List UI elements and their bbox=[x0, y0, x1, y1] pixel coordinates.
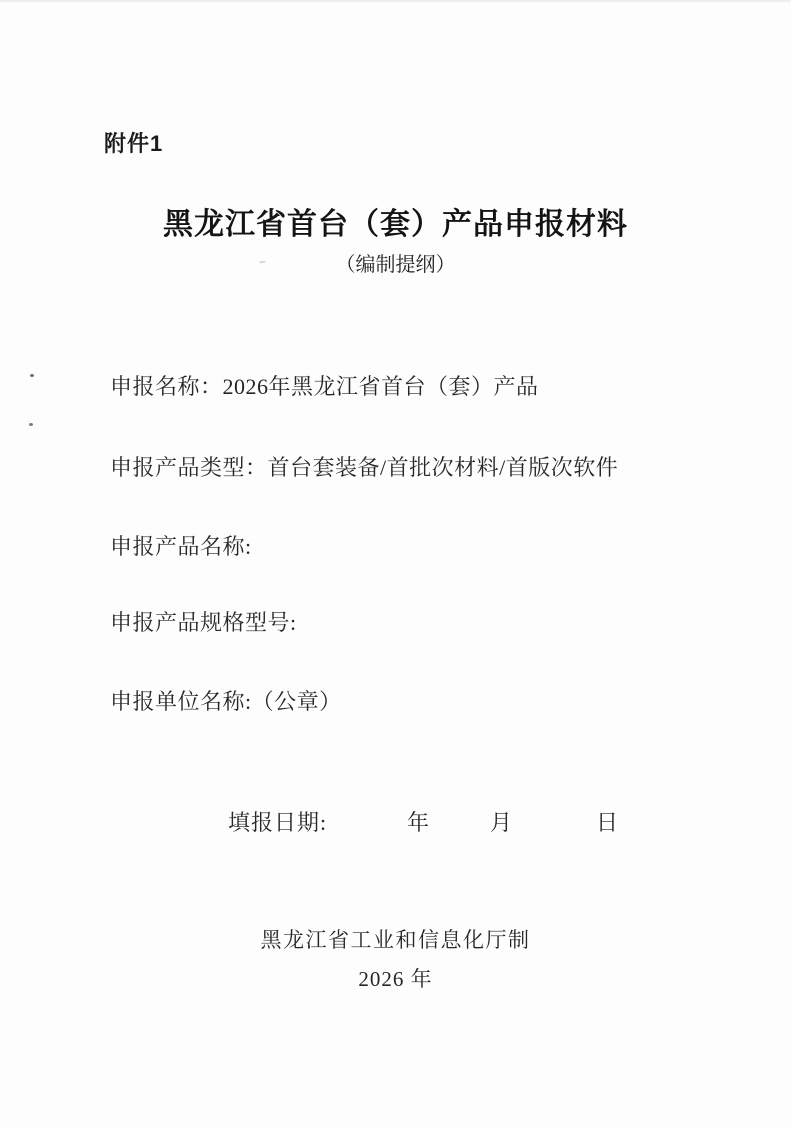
issue-year-line: 2026 年 bbox=[358, 967, 433, 991]
field-product-type bbox=[110, 451, 618, 482]
fill-date-day-unit: 日 bbox=[596, 810, 620, 835]
fill-date-label: 填报日期: bbox=[228, 810, 328, 835]
document-subtitle: （编制提纲） bbox=[335, 254, 456, 276]
field-applicant-unit-name bbox=[110, 685, 342, 716]
field-product-spec-model-label: 申报产品规格型号: bbox=[110, 610, 297, 635]
scan-speck bbox=[30, 374, 34, 377]
attachment-number-label: 附件1 bbox=[104, 131, 164, 156]
document-title: 黑龙江省首台（套）产品申报材料 bbox=[163, 208, 628, 241]
field-application-name bbox=[110, 370, 539, 401]
fill-date-month-unit: 月 bbox=[490, 810, 514, 835]
field-applicant-unit-name-label: 申报单位名称: bbox=[110, 689, 252, 714]
fill-date-year-unit: 年 bbox=[407, 810, 431, 835]
field-product-name bbox=[110, 530, 252, 561]
field-product-type-label: 申报产品类型： bbox=[110, 455, 268, 480]
scan-speck bbox=[29, 423, 33, 426]
field-product-type-value: 首台套装备/首批次材料/首版次软件 bbox=[267, 455, 619, 480]
field-product-name-label: 申报产品名称: bbox=[110, 534, 252, 559]
field-product-spec-model bbox=[110, 606, 297, 637]
issuing-authority-line: 黑龙江省工业和信息化厅制 bbox=[260, 928, 531, 952]
scan-edge-artifact bbox=[0, 0, 791, 3]
field-application-name-label: 申报名称： bbox=[110, 374, 223, 399]
field-applicant-unit-name-value: （公章） bbox=[251, 689, 342, 714]
field-application-name-value: 2026年黑龙江省首台（套）产品 bbox=[222, 374, 539, 399]
